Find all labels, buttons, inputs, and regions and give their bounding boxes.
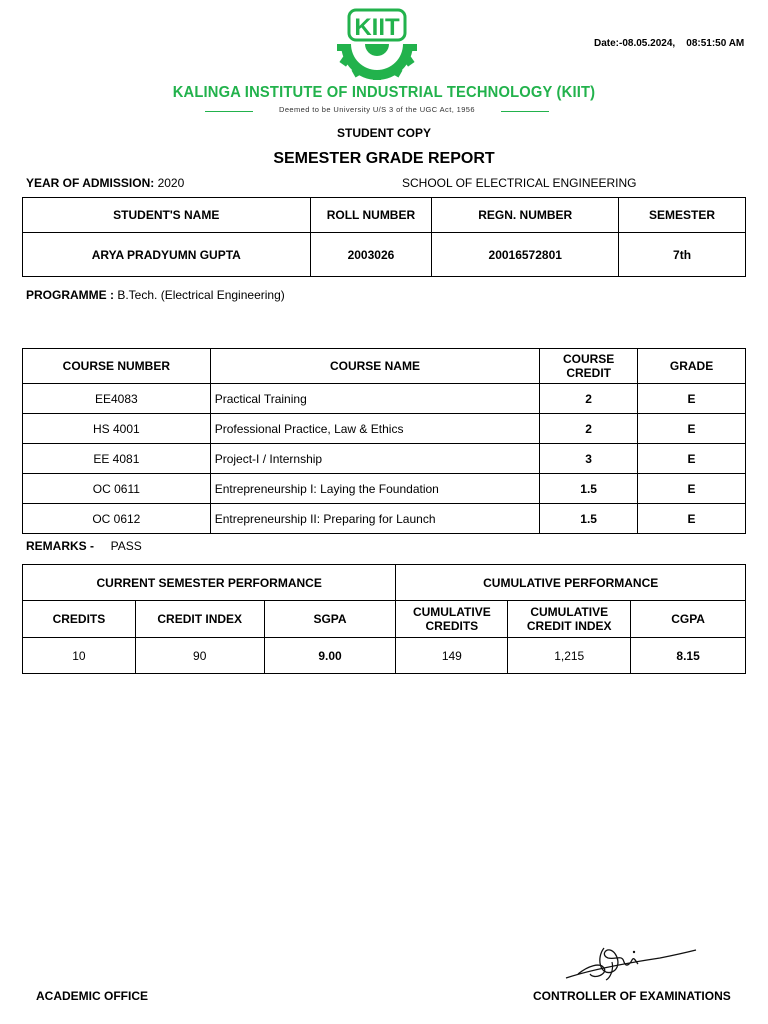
header-cumulative-credits-line2: CREDITS <box>425 619 479 633</box>
course-grade: E <box>638 504 746 534</box>
header-cumulative: CUMULATIVE PERFORMANCE <box>396 565 746 601</box>
header-cumulative-credit-index-line1: CUMULATIVE <box>530 605 609 619</box>
header-cgpa: CGPA <box>631 601 746 638</box>
deemed-university-line <box>205 105 549 119</box>
report-title: SEMESTER GRADE REPORT <box>273 150 495 167</box>
course-grade: E <box>638 444 746 474</box>
deemed-text: Deemed to be University U/S 3 of the UGC Act, 1956 <box>279 105 475 114</box>
course-number: OC 0612 <box>23 504 211 534</box>
performance-values-row <box>23 638 746 674</box>
course-grade: E <box>638 474 746 504</box>
remarks <box>26 539 142 553</box>
course-name: Practical Training <box>210 384 540 414</box>
remarks-label: REMARKS - <box>26 539 94 553</box>
student-name: ARYA PRADYUMN GUPTA <box>23 233 311 277</box>
cumulative-credits-value: 149 <box>396 638 508 674</box>
header-cumulative-credits <box>396 601 508 638</box>
course-number: HS 4001 <box>23 414 211 444</box>
course-name: Professional Practice, Law & Ethics <box>210 414 540 444</box>
programme-label: PROGRAMME : <box>26 288 114 302</box>
academic-office-label: ACADEMIC OFFICE <box>36 989 148 1003</box>
course-table <box>22 348 746 534</box>
course-credit: 2 <box>540 384 638 414</box>
header-course-credit-line1: COURSE <box>562 352 615 366</box>
cgpa-value: 8.15 <box>631 638 746 674</box>
course-name: Project-I / Internship <box>210 444 540 474</box>
course-credit: 1.5 <box>540 504 638 534</box>
header-semester: SEMESTER <box>619 198 746 233</box>
performance-table <box>22 564 746 674</box>
course-number: EE4083 <box>23 384 211 414</box>
regn-number: 20016572801 <box>432 233 619 277</box>
header-student-name: STUDENT'S NAME <box>23 198 311 233</box>
course-number: EE 4081 <box>23 444 211 474</box>
institute-name: KALINGA INSTITUTE OF INDUSTRIAL TECHNOLOGY (KIIT) <box>172 84 596 101</box>
header-cumulative-credit-index <box>508 601 631 638</box>
divider-left <box>205 111 253 112</box>
table-row <box>23 384 746 414</box>
report-date: Date:-08.05.2024, 08:51:50 AM <box>594 38 745 49</box>
svg-text:KIIT: KIIT <box>354 14 400 41</box>
student-table-row <box>23 233 746 277</box>
header-course-credit-line2: CREDIT <box>566 366 611 380</box>
programme <box>26 288 285 302</box>
header-credits: CREDITS <box>23 601 136 638</box>
course-credit: 3 <box>540 444 638 474</box>
header-grade: GRADE <box>638 349 746 384</box>
table-row <box>23 504 746 534</box>
remarks-value: PASS <box>110 539 142 553</box>
header-credit-index: CREDIT INDEX <box>135 601 264 638</box>
header-course-name: COURSE NAME <box>210 349 540 384</box>
table-row <box>23 444 746 474</box>
signature <box>560 940 700 984</box>
student-info-table <box>22 197 746 277</box>
year-of-admission <box>26 176 184 190</box>
student-table-header <box>23 198 746 233</box>
header-course-credit <box>540 349 638 384</box>
credits-value: 10 <box>23 638 136 674</box>
header-roll-number: ROLL NUMBER <box>310 198 432 233</box>
controller-of-examinations-label: CONTROLLER OF EXAMINATIONS <box>533 989 731 1003</box>
header-regn-number: REGN. NUMBER <box>432 198 619 233</box>
table-row <box>23 474 746 504</box>
header-cumulative-credit-index-line2: CREDIT INDEX <box>526 619 612 633</box>
copy-label: STUDENT COPY <box>336 126 431 140</box>
performance-group-header <box>23 565 746 601</box>
course-name: Entrepreneurship II: Preparing for Launch <box>210 504 540 534</box>
course-grade: E <box>638 414 746 444</box>
sgpa-value: 9.00 <box>264 638 396 674</box>
course-table-header <box>23 349 746 384</box>
kiit-logo <box>331 8 423 80</box>
divider-right <box>501 111 549 112</box>
semester: 7th <box>619 233 746 277</box>
table-row <box>23 414 746 444</box>
header-current-semester: CURRENT SEMESTER PERFORMANCE <box>23 565 396 601</box>
header-course-number: COURSE NUMBER <box>23 349 211 384</box>
course-number: OC 0611 <box>23 474 211 504</box>
course-credit: 2 <box>540 414 638 444</box>
header-cumulative-credits-line1: CUMULATIVE <box>412 605 491 619</box>
cumulative-credit-index-value: 1,215 <box>508 638 631 674</box>
course-credit: 1.5 <box>540 474 638 504</box>
performance-sub-header <box>23 601 746 638</box>
year-of-admission-value: 2020 <box>157 176 185 190</box>
year-of-admission-label: YEAR OF ADMISSION: <box>26 176 155 190</box>
school-name: SCHOOL OF ELECTRICAL ENGINEERING <box>402 176 637 190</box>
course-grade: E <box>638 384 746 414</box>
roll-number: 2003026 <box>310 233 432 277</box>
credit-index-value: 90 <box>135 638 264 674</box>
programme-value: B.Tech. (Electrical Engineering) <box>117 288 285 302</box>
course-name: Entrepreneurship I: Laying the Foundation <box>210 474 540 504</box>
header-sgpa: SGPA <box>264 601 396 638</box>
